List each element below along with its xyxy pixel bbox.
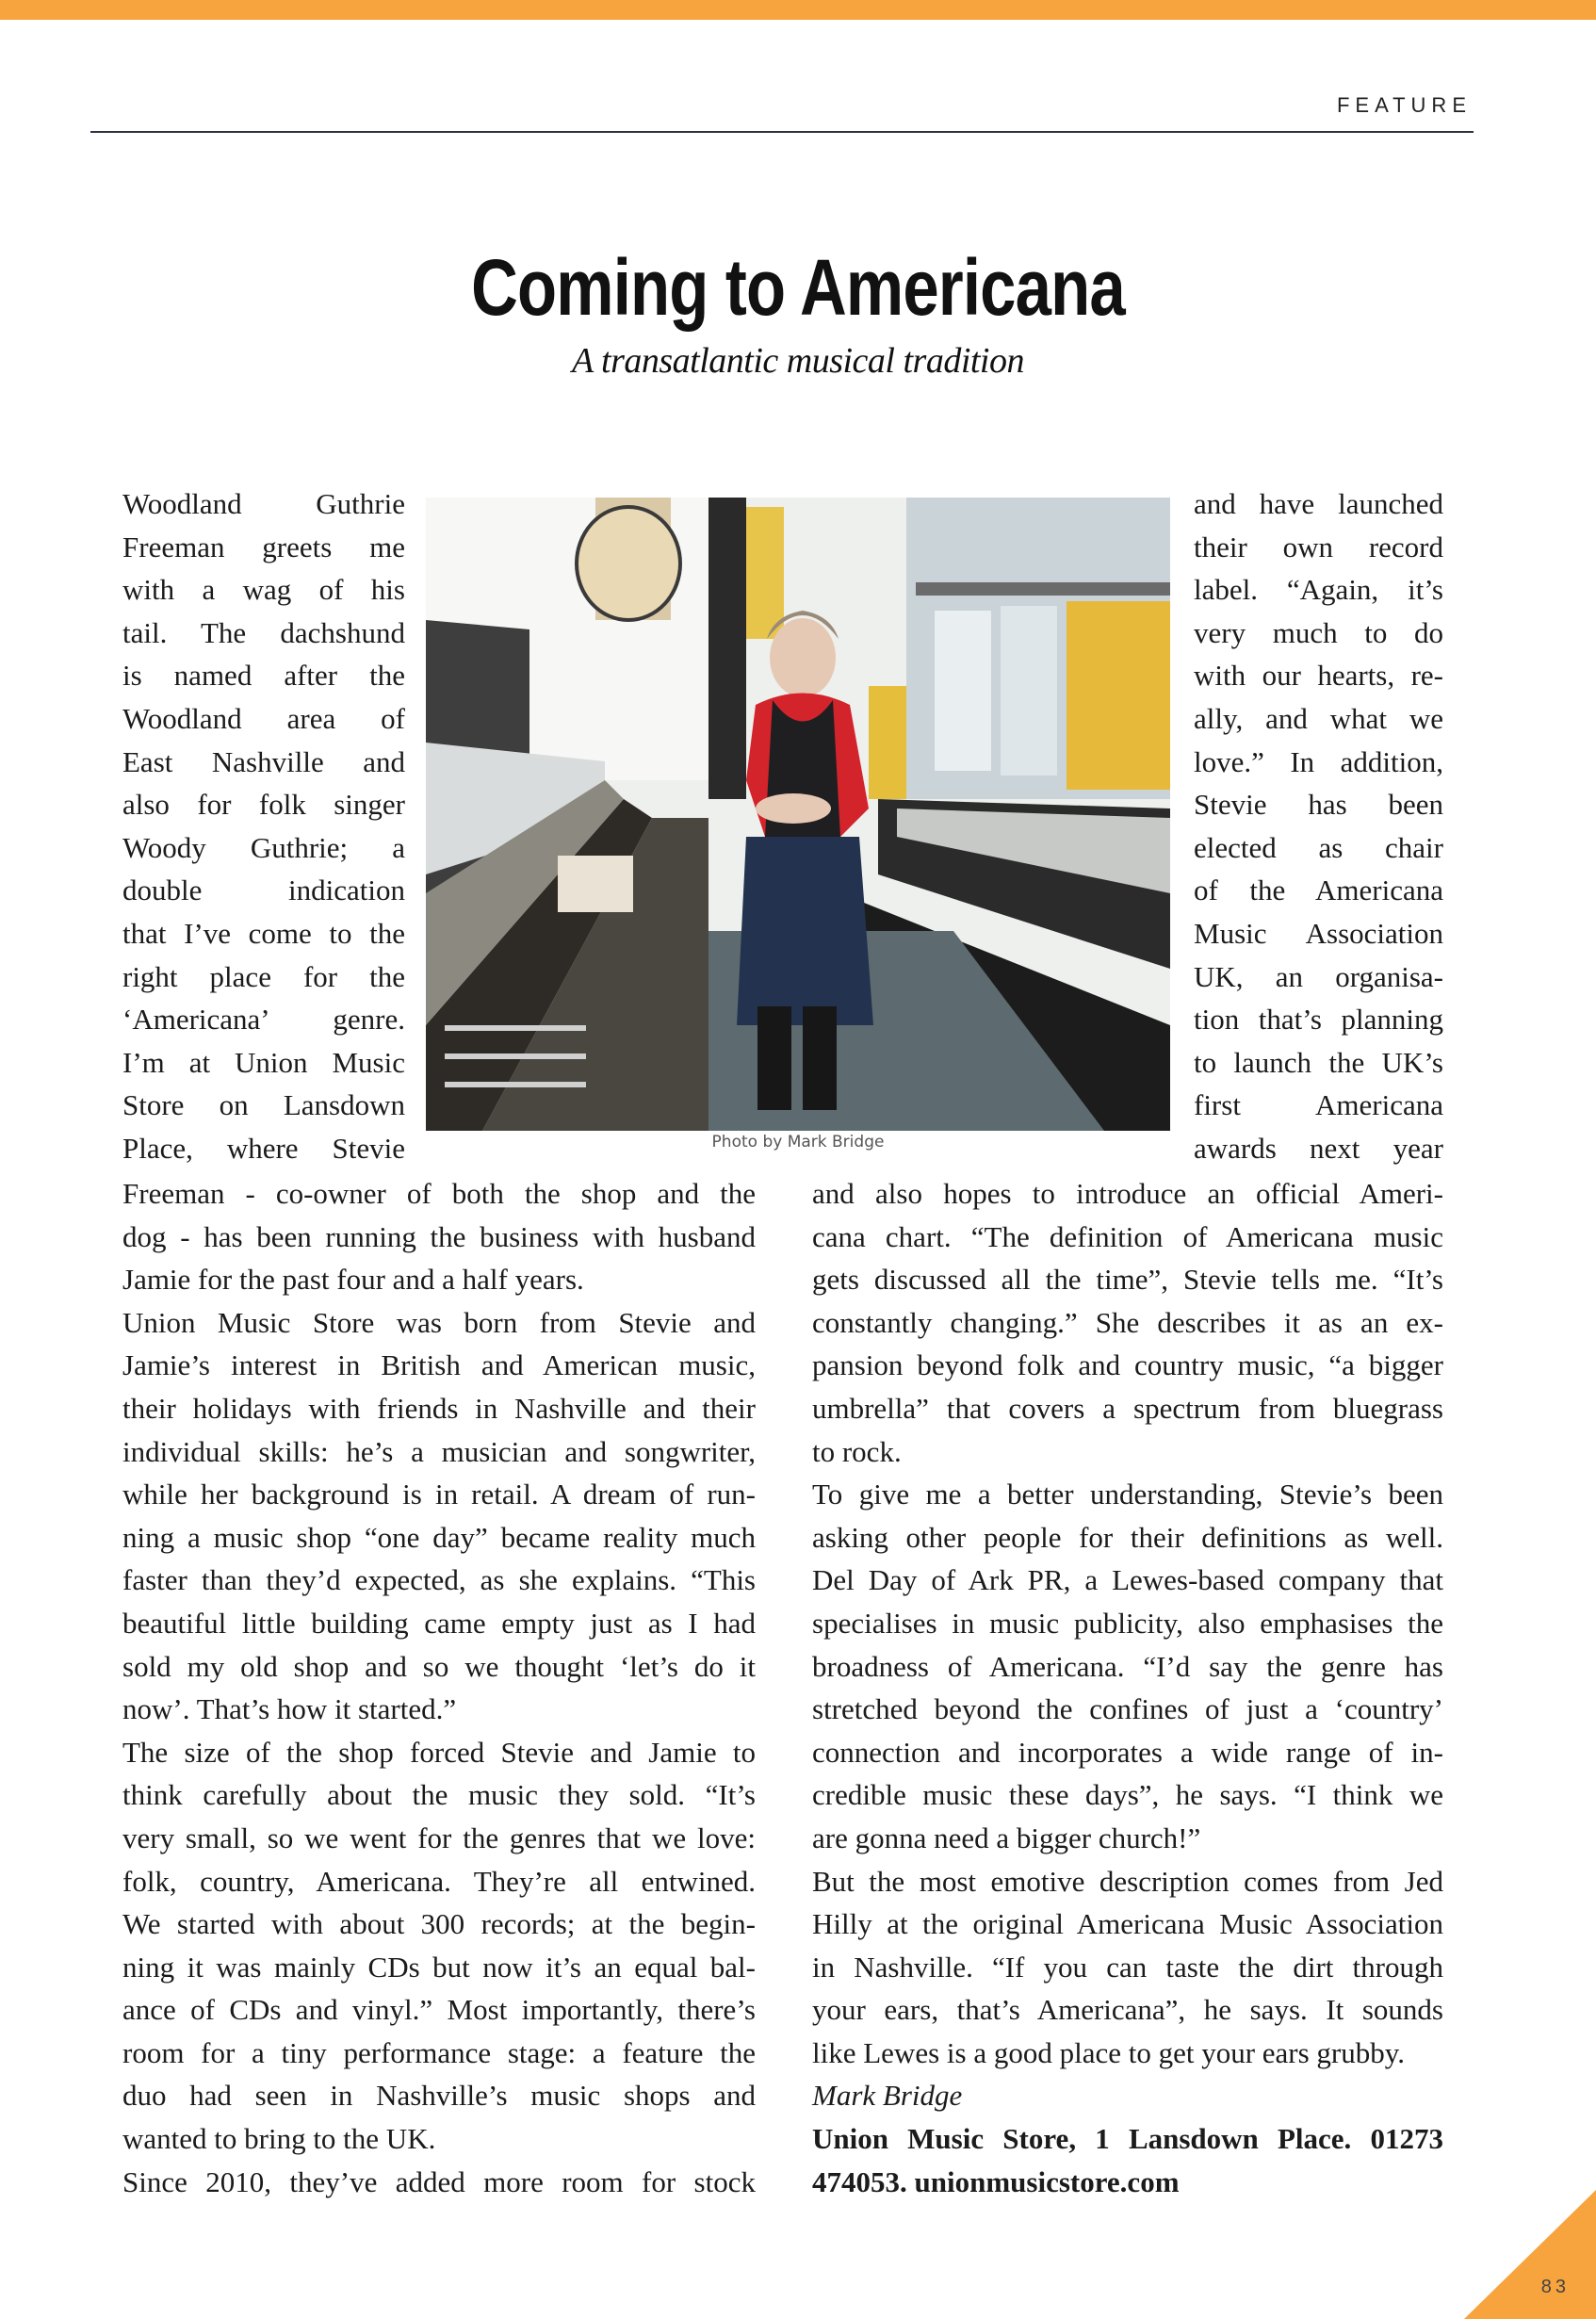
text-line: their own record: [1194, 530, 1443, 563]
text-line: pansion beyond folk and country music, “a bigger: [812, 1348, 1443, 1382]
text-line: while her background is in retail. A dream of run-: [122, 1478, 756, 1511]
right-narrow-column: [1194, 482, 1443, 1170]
text-line: tail. The dachshund: [122, 615, 405, 649]
article-photo: [426, 498, 1170, 1131]
text-line: gets discussed all the time”, Stevie tells me. “It’s: [812, 1263, 1443, 1297]
text-line: very much to do: [1194, 615, 1443, 649]
text-line: your ears, that’s Americana”, he says. It sounds: [812, 1993, 1443, 2027]
text-line: broadness of Americana. “I’d say the genre has: [812, 1649, 1443, 1683]
text-line: tion that’s planning: [1194, 1003, 1443, 1037]
text-line: and also hopes to introduce an official Ameri-: [812, 1177, 1443, 1210]
text-line: Union Music Store was born from Stevie and: [122, 1305, 756, 1339]
text-line: elected as chair: [1194, 830, 1443, 864]
text-line: Store on Lansdown: [122, 1088, 405, 1122]
text-line: label. “Again, it’s: [1194, 573, 1443, 607]
text-line: folk, country, Americana. They’re all entwined.: [122, 1864, 756, 1898]
author-byline: Mark Bridge: [812, 2079, 963, 2113]
text-line: their holidays with friends in Nashville and their: [122, 1391, 756, 1425]
text-line: The size of the shop forced Stevie and Jamie to: [122, 1735, 756, 1769]
text-line: is named after the: [122, 659, 405, 693]
photo-caption: Photo by Mark Bridge: [711, 1133, 885, 1151]
top-accent-bar: [0, 0, 1596, 20]
text-line: Woody Guthrie; a: [122, 830, 405, 864]
left-narrow-column: [122, 482, 405, 1170]
text-line: love.” In addition,: [1194, 744, 1443, 778]
text-line: Woodland Guthrie: [122, 487, 405, 520]
text-line: Music Association: [1194, 916, 1443, 950]
text-line: think carefully about the music they sold. “It’s: [122, 1778, 756, 1812]
text-line: specialises in music publicity, also emphasises the: [812, 1606, 1443, 1640]
text-line: credible music these days”, he says. “I think we: [812, 1778, 1443, 1812]
text-line: in Nashville. “If you can taste the dirt through: [812, 1950, 1443, 1984]
text-line: cana chart. “The definition of Americana music: [812, 1219, 1443, 1253]
text-line: asking other people for their definitions as well.: [812, 1520, 1443, 1554]
text-line: with a wag of his: [122, 573, 405, 607]
text-line: that I’ve come to the: [122, 916, 405, 950]
page-number: 83: [1540, 2277, 1570, 2297]
text-line: Jamie for the past four and a half years.: [122, 1263, 584, 1297]
text-line: Hilly at the original Americana Music Association: [812, 1907, 1443, 1941]
article-subtitle: A transatlantic musical tradition: [572, 341, 1024, 381]
text-line: very small, so we went for the genres that we love:: [122, 1821, 756, 1854]
text-line: room for a tiny performance stage: a feature the: [122, 2035, 756, 2069]
text-line: sold my old shop and so we thought ‘let’s do it: [122, 1649, 756, 1683]
text-line: dog - has been running the business with husband: [122, 1219, 756, 1253]
text-line: Stevie has been: [1194, 788, 1443, 822]
header-rule: [90, 131, 1474, 133]
text-line: Jamie’s interest in British and American music,: [122, 1348, 756, 1382]
text-line: ance of CDs and vinyl.” Most importantly, there’s: [122, 1993, 756, 2027]
text-line: I’m at Union Music: [122, 1045, 405, 1079]
text-line: double indication: [122, 874, 405, 907]
text-line: ally, and what we: [1194, 701, 1443, 735]
text-line: constantly changing.” She describes it as an ex-: [812, 1305, 1443, 1339]
text-line: UK, an organisa-: [1194, 959, 1443, 993]
text-line: But the most emotive description comes from Jed: [812, 1864, 1443, 1898]
text-line: duo had seen in Nashville’s music shops and: [122, 2079, 756, 2113]
text-line: East Nashville and: [122, 744, 405, 778]
text-line: connection and incorporates a wide range of in-: [812, 1735, 1443, 1769]
contact-line: 474053. unionmusicstore.com: [812, 2164, 1180, 2198]
contact-line: Union Music Store, 1 Lansdown Place. 01273: [812, 2122, 1443, 2156]
text-line: faster than they’d expected, as she explains. “This: [122, 1563, 756, 1597]
text-line: wanted to bring to the UK.: [122, 2122, 436, 2156]
text-line: also for folk singer: [122, 788, 405, 822]
right-wide-column: [812, 1172, 1443, 2203]
text-line: awards next year: [1194, 1131, 1443, 1165]
text-line: ‘Americana’ genre.: [122, 1003, 405, 1037]
text-line: To give me a better understanding, Stevie’s been: [812, 1478, 1443, 1511]
corner-accent: [1464, 2190, 1596, 2319]
section-label: FEATURE: [1336, 93, 1472, 117]
text-line: ning a music shop “one day” became reality much: [122, 1520, 756, 1554]
photo-woman-in-record-shop-icon: [426, 498, 1170, 1131]
article-title: Coming to Americana: [471, 243, 1125, 332]
text-line: right place for the: [122, 959, 405, 993]
text-line: of the Americana: [1194, 874, 1443, 907]
text-line: Del Day of Ark PR, a Lewes-based company that: [812, 1563, 1443, 1597]
text-line: to rock.: [812, 1434, 902, 1468]
text-line: stretched beyond the confines of just a ‘country’: [812, 1692, 1443, 1726]
text-line: to launch the UK’s: [1194, 1045, 1443, 1079]
text-line: Freeman greets me: [122, 530, 405, 563]
text-line: Since 2010, they’ve added more room for stock: [122, 2164, 756, 2198]
text-line: are gonna need a bigger church!”: [812, 1821, 1201, 1854]
text-line: umbrella” that covers a spectrum from bluegrass: [812, 1391, 1443, 1425]
text-line: now’. That’s how it started.”: [122, 1692, 457, 1726]
text-line: beautiful little building came empty just as I had: [122, 1606, 756, 1640]
text-line: Woodland area of: [122, 701, 405, 735]
text-line: ning it was mainly CDs but now it’s an equal bal-: [122, 1950, 756, 1984]
text-line: like Lewes is a good place to get your ears grubby.: [812, 2035, 1405, 2069]
text-line: Place, where Stevie: [122, 1131, 405, 1165]
left-wide-column: [122, 1172, 756, 2203]
text-line: We started with about 300 records; at the begin-: [122, 1907, 756, 1941]
text-line: individual skills: he’s a musician and songwriter,: [122, 1434, 756, 1468]
text-line: Freeman - co-owner of both the shop and the: [122, 1177, 756, 1210]
text-line: with our hearts, re-: [1194, 659, 1443, 693]
text-line: first Americana: [1194, 1088, 1443, 1122]
text-line: and have launched: [1194, 487, 1443, 520]
